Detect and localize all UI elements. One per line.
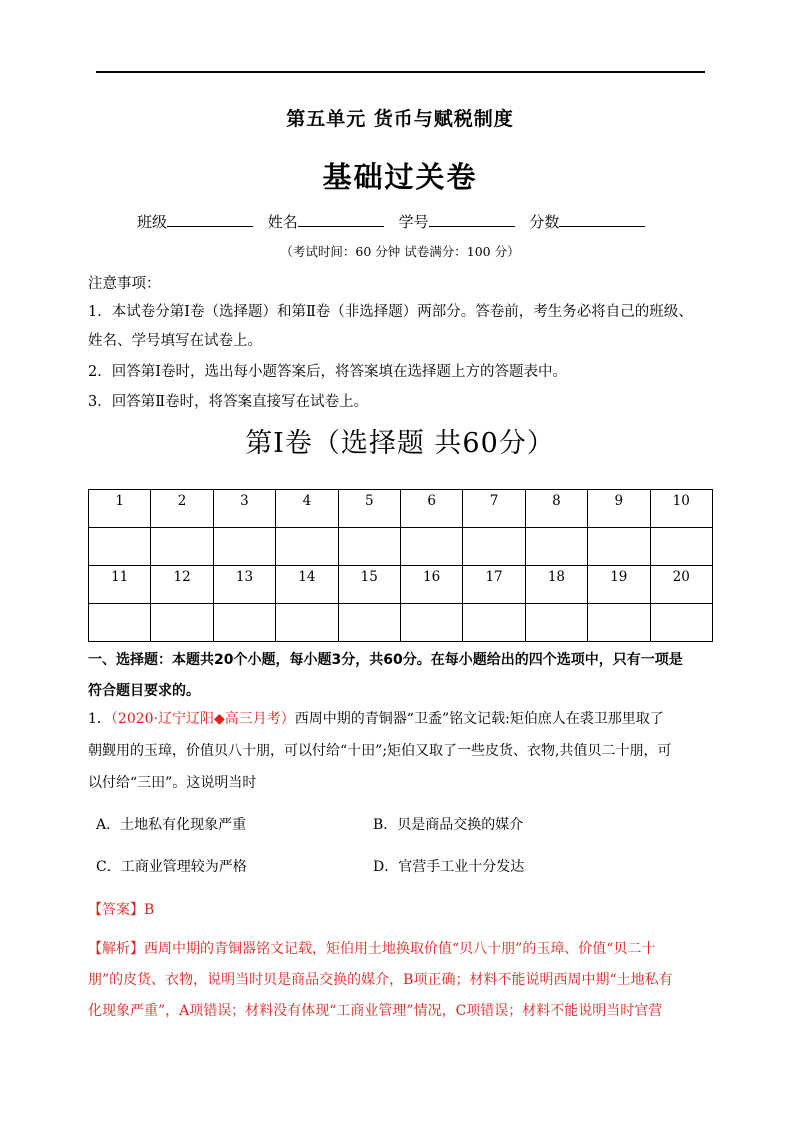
analysis-text: 朋”的皮货、衣物，说明当时贝是商品交换的媒介，B项正确；材料不能说明西周中期“土地私有 <box>88 972 673 988</box>
question-text: 以付给“三田”。这说明当时 <box>88 775 257 791</box>
student-id-blank[interactable] <box>429 212 515 227</box>
question-1-stem <box>88 708 664 728</box>
question-number-cell: 1 <box>89 490 151 528</box>
answer-cell[interactable] <box>276 528 338 566</box>
question-number-cell: 19 <box>588 566 650 604</box>
question-text: 西周中期的青铜器“卫盉”铭文记载:矩伯庶人在裘卫那里取了 <box>294 711 664 727</box>
question-number-cell: 2 <box>151 490 213 528</box>
answer-cell[interactable] <box>89 604 151 642</box>
answer-cell[interactable] <box>338 604 400 642</box>
main-title: 基础过关卷 <box>322 160 478 194</box>
notes-item: 3．回答第Ⅱ卷时，将答案直接写在试卷上。 <box>88 394 369 410</box>
answer-cell[interactable] <box>650 604 712 642</box>
question-number-cell: 11 <box>89 566 151 604</box>
option-b: B．贝是商品交换的媒介 <box>373 817 524 833</box>
part-one-instruction: 符合题目要求的。 <box>88 683 200 699</box>
header-rule <box>96 71 705 73</box>
class-blank[interactable] <box>167 212 253 227</box>
answer-cell[interactable] <box>588 604 650 642</box>
answer-cell[interactable] <box>650 528 712 566</box>
answer-cell[interactable] <box>151 528 213 566</box>
question-number-cell: 8 <box>525 490 587 528</box>
answer-cell[interactable] <box>588 528 650 566</box>
question-number-cell: 20 <box>650 566 712 604</box>
answer-cell[interactable] <box>276 604 338 642</box>
question-number-cell: 18 <box>525 566 587 604</box>
question-number-cell: 3 <box>213 490 275 528</box>
exam-time-note: （考试时间：60 分钟 试卷满分：100 分） <box>280 244 520 259</box>
notes-item: 姓名、学号填写在试卷上。 <box>88 333 262 349</box>
answer-key: 【答案】B <box>88 902 155 918</box>
answer-cell[interactable] <box>89 528 151 566</box>
answer-grid-number-row <box>89 490 713 528</box>
option-d: D．官营手工业十分发达 <box>373 859 525 875</box>
question-text: 朝觐用的玉璋，价值贝八十朋，可以付给“十田”;矩伯又取了一些皮货、衣物,共值贝二十朋，可 <box>88 743 672 759</box>
question-number-cell: 9 <box>588 490 650 528</box>
answer-cell[interactable] <box>213 604 275 642</box>
answer-grid-answer-row <box>89 528 713 566</box>
answer-cell[interactable] <box>400 528 462 566</box>
part-one-instruction: 一、选择题：本题共20个小题，每小题3分，共60分。在每小题给出的四个选项中，只有一项是 <box>88 652 683 668</box>
question-number-cell: 4 <box>276 490 338 528</box>
question-number-cell: 16 <box>400 566 462 604</box>
answer-grid-number-row <box>89 566 713 604</box>
question-number-cell: 13 <box>213 566 275 604</box>
answer-cell[interactable] <box>338 528 400 566</box>
answer-cell[interactable] <box>463 528 525 566</box>
question-number: 1． <box>88 711 111 727</box>
notes-heading: 注意事项： <box>88 276 161 292</box>
notes-item: 1．本试卷分第Ⅰ卷（选择题）和第Ⅱ卷（非选择题）两部分。答卷前，考生务必将自己的班级、 <box>88 304 693 320</box>
score-label: 分数 <box>529 213 560 231</box>
question-source: （2020·辽宁辽阳◆高三月考） <box>110 711 295 727</box>
unit-title: 第五单元 货币与赋税制度 <box>286 108 514 130</box>
name-label: 姓名 <box>267 213 298 231</box>
answer-cell[interactable] <box>400 604 462 642</box>
question-number-cell: 10 <box>650 490 712 528</box>
student-id-label: 学号 <box>398 213 429 231</box>
answer-grid-answer-row <box>89 604 713 642</box>
question-number-cell: 15 <box>338 566 400 604</box>
option-c: C．工商业管理较为严格 <box>96 859 247 875</box>
section-title: 第Ⅰ卷（选择题 共60分） <box>245 428 555 459</box>
answer-cell[interactable] <box>463 604 525 642</box>
answer-grid <box>88 489 713 642</box>
question-number-cell: 14 <box>276 566 338 604</box>
question-number-cell: 17 <box>463 566 525 604</box>
class-label: 班级 <box>137 213 168 231</box>
answer-cell[interactable] <box>525 604 587 642</box>
answer-cell[interactable] <box>213 528 275 566</box>
question-number-cell: 6 <box>400 490 462 528</box>
answer-cell[interactable] <box>151 604 213 642</box>
name-blank[interactable] <box>298 212 384 227</box>
analysis-text: 【解析】西周中期的青铜器铭文记载，矩伯用土地换取价值“贝八十朋”的玉璋、价值“贝二十 <box>88 941 656 957</box>
notes-item: 2．回答第Ⅰ卷时，选出每小题答案后，将答案填在选择题上方的答题表中。 <box>88 364 567 380</box>
student-info-line <box>137 211 655 232</box>
score-blank[interactable] <box>559 212 645 227</box>
question-number-cell: 5 <box>338 490 400 528</box>
option-a: A．土地私有化现象严重 <box>96 817 247 833</box>
answer-cell[interactable] <box>525 528 587 566</box>
analysis-text: 化现象严重”，A项错误；材料没有体现“工商业管理”情况，C项错误；材料不能说明当时官营 <box>88 1003 663 1019</box>
question-number-cell: 7 <box>463 490 525 528</box>
question-number-cell: 12 <box>151 566 213 604</box>
